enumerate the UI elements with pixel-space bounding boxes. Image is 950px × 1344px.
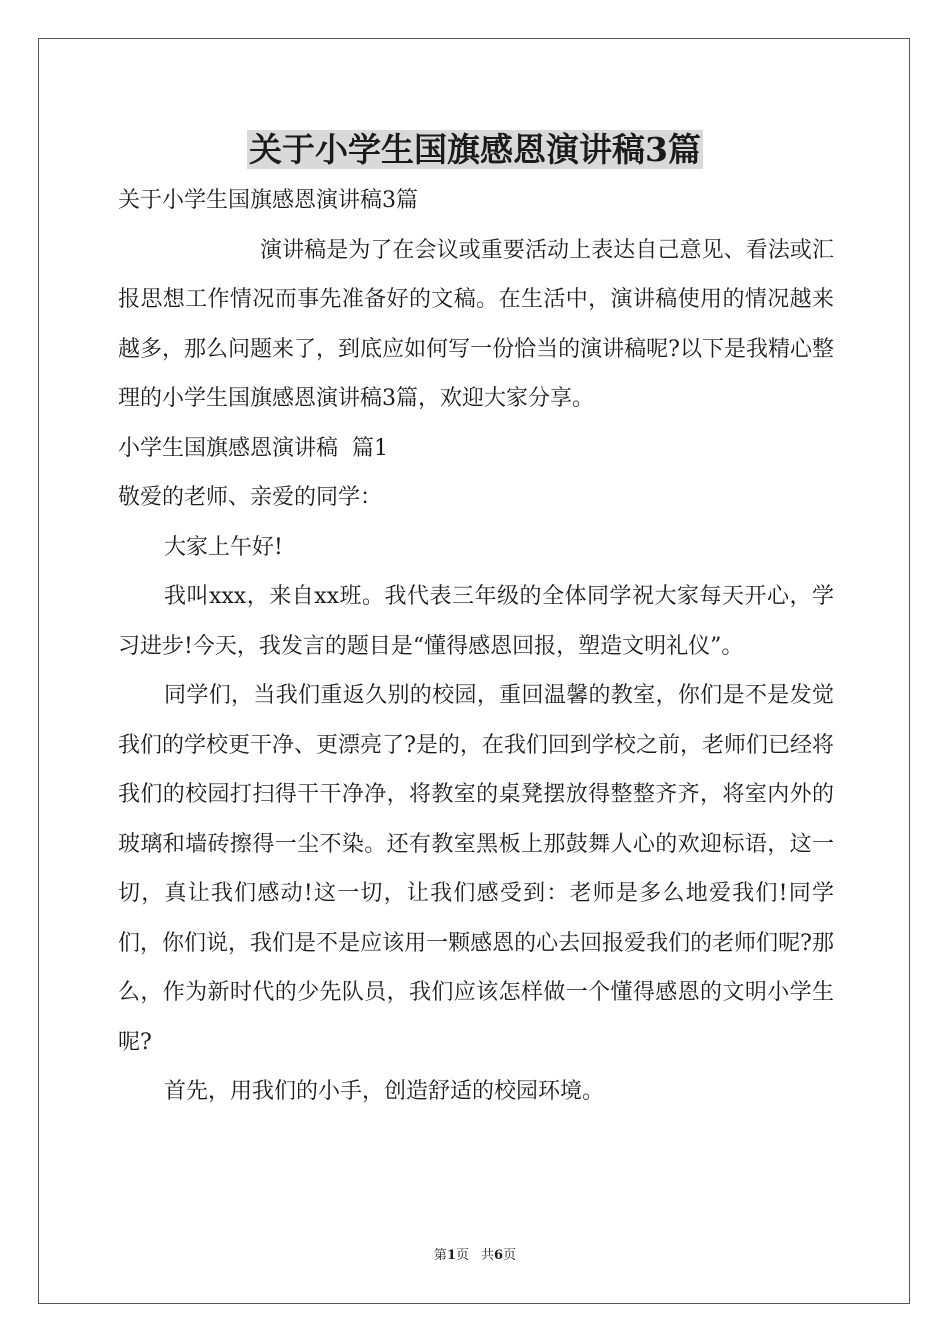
footer-page-label: 页 [455, 1248, 469, 1263]
body-paragraph: 首先，用我们的小手，创造舒适的校园环境。 [164, 1079, 605, 1104]
section-heading: 小学生国旗感恩演讲稿 篇1 [118, 435, 388, 461]
salutation: 敬爱的老师、亲爱的同学： [118, 485, 383, 510]
page-number-current: 1 [446, 1248, 456, 1263]
footer-prefix: 第 [433, 1248, 447, 1263]
body-paragraph: 我叫xxx，来自xx班。我代表三年级的全体同学祝大家每天开心，学习进步!今天，我发言的题目是“懂得感恩回报，塑造文明礼仪”。 [118, 584, 834, 659]
greeting: 大家上午好! [164, 534, 283, 560]
document-subtitle: 关于小学生国旗感恩演讲稿3篇 [118, 188, 418, 213]
document-body [118, 176, 834, 1117]
page-footer [0, 1246, 950, 1266]
footer-total-suffix: 页 [503, 1248, 517, 1263]
body-paragraph: 同学们，当我们重返久别的校园，重回温馨的教室，你们是不是发觉我们的学校更干净、更漂亮了?是的，在我们回到学校之前，老师们已经将我们的校园打扫得干干净净，将教室的桌凳摆放得整整齐齐，将室内外的玻璃和墙砖擦得一尘不染。还有教室黑板上那鼓舞人心的欢迎标语，这一切，真让我们感动!这一切，让我们感受到：老师是多么地爱我们!同学们，你们说，我们是不是应该用一颗感恩的心去回报爱我们的老师们呢?那么，作为新时代的少先队员，我们应该怎样做一个懂得感恩的文明小学生呢? [118, 683, 834, 1055]
footer-total-prefix: 共 [481, 1248, 495, 1263]
document-title-text: 关于小学生国旗感恩演讲稿3篇 [249, 130, 701, 169]
intro-paragraph: 演讲稿是为了在会议或重要活动上表达自己意见、看法或汇报思想工作情况而事先准备好的文稿。在生活中，演讲稿使用的情况越来越多，那么问题来了，到底应如何写一份恰当的演讲稿呢?以下是我精心整理的小学生国旗感恩演讲稿3篇，欢迎大家分享。 [118, 237, 834, 411]
document-title [0, 126, 950, 174]
page-number-total: 6 [494, 1248, 504, 1263]
